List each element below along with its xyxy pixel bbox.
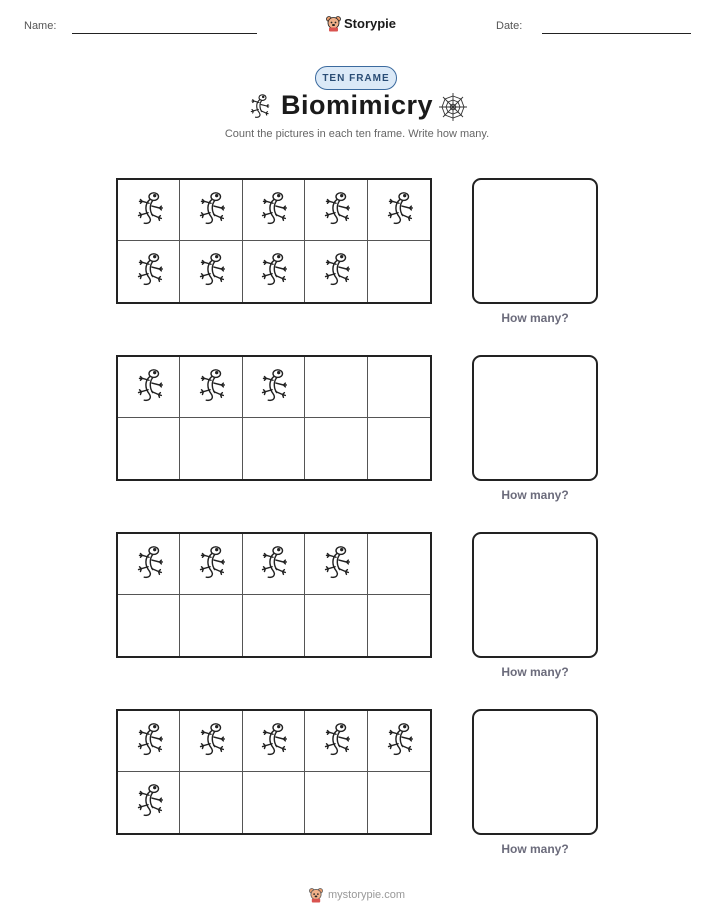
ten-frame-cell bbox=[180, 418, 242, 479]
brand-name: Storypie bbox=[344, 15, 397, 31]
gecko-icon bbox=[130, 250, 168, 293]
ten-frame-cell bbox=[118, 534, 180, 595]
gecko-icon bbox=[130, 189, 168, 232]
ten-frame-cell bbox=[180, 357, 242, 418]
gecko-icon bbox=[192, 720, 230, 763]
gecko-icon bbox=[380, 189, 418, 232]
worksheet-instructions: Count the pictures in each ten frame. Write how many. bbox=[224, 128, 490, 140]
worksheet-title: Biomimicry bbox=[280, 90, 434, 120]
ten-frame-3 bbox=[116, 532, 432, 658]
storypie-bear-icon bbox=[309, 887, 323, 903]
date-write-line[interactable] bbox=[542, 33, 691, 34]
ten-frame-cell bbox=[368, 534, 430, 595]
ten-frame-cell bbox=[118, 357, 180, 418]
storypie-bear-icon bbox=[326, 15, 341, 32]
ten-frame-cell bbox=[180, 772, 242, 833]
ten-frame-cell bbox=[305, 595, 367, 656]
ten-frame-cell bbox=[368, 357, 430, 418]
spider-web-icon bbox=[437, 91, 469, 123]
date-label: Date: bbox=[496, 20, 523, 32]
ten-frame-cell bbox=[118, 772, 180, 833]
how-many-label: How many? bbox=[501, 842, 569, 856]
ten-frame-cell bbox=[305, 180, 367, 241]
ten-frame-2 bbox=[116, 355, 432, 481]
gecko-icon bbox=[254, 720, 292, 763]
footer-url: mystorypie.com bbox=[327, 889, 406, 901]
gecko-icon bbox=[130, 781, 168, 824]
gecko-icon bbox=[317, 720, 355, 763]
ten-frame-cell bbox=[305, 357, 367, 418]
gecko-icon bbox=[254, 543, 292, 586]
ten-frame-cell bbox=[305, 534, 367, 595]
gecko-icon bbox=[317, 250, 355, 293]
name-write-line[interactable] bbox=[72, 33, 257, 34]
how-many-label: How many? bbox=[501, 665, 569, 679]
gecko-icon bbox=[254, 250, 292, 293]
answer-box-4[interactable] bbox=[472, 709, 598, 835]
ten-frame-cell bbox=[118, 595, 180, 656]
how-many-label: How many? bbox=[501, 488, 569, 502]
ten-frame-cell bbox=[243, 357, 305, 418]
ten-frame-cell bbox=[118, 711, 180, 772]
ten-frame-cell bbox=[180, 595, 242, 656]
ten-frame-cell bbox=[118, 180, 180, 241]
ten-frame-1 bbox=[116, 178, 432, 304]
ten-frame-4 bbox=[116, 709, 432, 835]
brand-logo bbox=[326, 13, 396, 33]
gecko-icon bbox=[130, 366, 168, 409]
ten-frame-cell bbox=[180, 711, 242, 772]
ten-frame-cell bbox=[243, 418, 305, 479]
answer-box-3[interactable] bbox=[472, 532, 598, 658]
gecko-icon bbox=[130, 543, 168, 586]
ten-frame-cell bbox=[243, 711, 305, 772]
how-many-label: How many? bbox=[501, 311, 569, 325]
ten-frame-cell bbox=[180, 180, 242, 241]
ten-frame-cell bbox=[305, 241, 367, 302]
ten-frame-cell bbox=[118, 241, 180, 302]
ten-frame-cell bbox=[243, 772, 305, 833]
ten-frame-cell bbox=[368, 772, 430, 833]
answer-box-1[interactable] bbox=[472, 178, 598, 304]
ten-frame-cell bbox=[368, 595, 430, 656]
ten-frame-cell bbox=[305, 772, 367, 833]
footer bbox=[0, 884, 714, 906]
ten-frame-cell bbox=[118, 418, 180, 479]
answer-box-2[interactable] bbox=[472, 355, 598, 481]
ten-frame-cell bbox=[368, 711, 430, 772]
ten-frame-cell bbox=[243, 180, 305, 241]
ten-frame-cell bbox=[243, 241, 305, 302]
ten-frame-cell bbox=[243, 595, 305, 656]
name-label: Name: bbox=[24, 20, 57, 32]
gecko-icon bbox=[192, 543, 230, 586]
ten-frame-cell bbox=[243, 534, 305, 595]
ten-frame-cell bbox=[368, 418, 430, 479]
gecko-icon bbox=[192, 189, 230, 232]
gecko-icon bbox=[317, 543, 355, 586]
gecko-icon bbox=[317, 189, 355, 232]
gecko-icon bbox=[192, 250, 230, 293]
ten-frame-cell bbox=[305, 418, 367, 479]
gecko-icon bbox=[254, 189, 292, 232]
gecko-icon bbox=[130, 720, 168, 763]
ten-frame-cell bbox=[368, 241, 430, 302]
gecko-icon bbox=[254, 366, 292, 409]
ten-frame-cell bbox=[180, 241, 242, 302]
ten-frame-cell bbox=[368, 180, 430, 241]
ten-frame-cell bbox=[180, 534, 242, 595]
gecko-icon bbox=[192, 366, 230, 409]
gecko-icon bbox=[380, 720, 418, 763]
ten-frame-cell bbox=[305, 711, 367, 772]
ten-frame-badge: TEN FRAME bbox=[315, 66, 397, 90]
